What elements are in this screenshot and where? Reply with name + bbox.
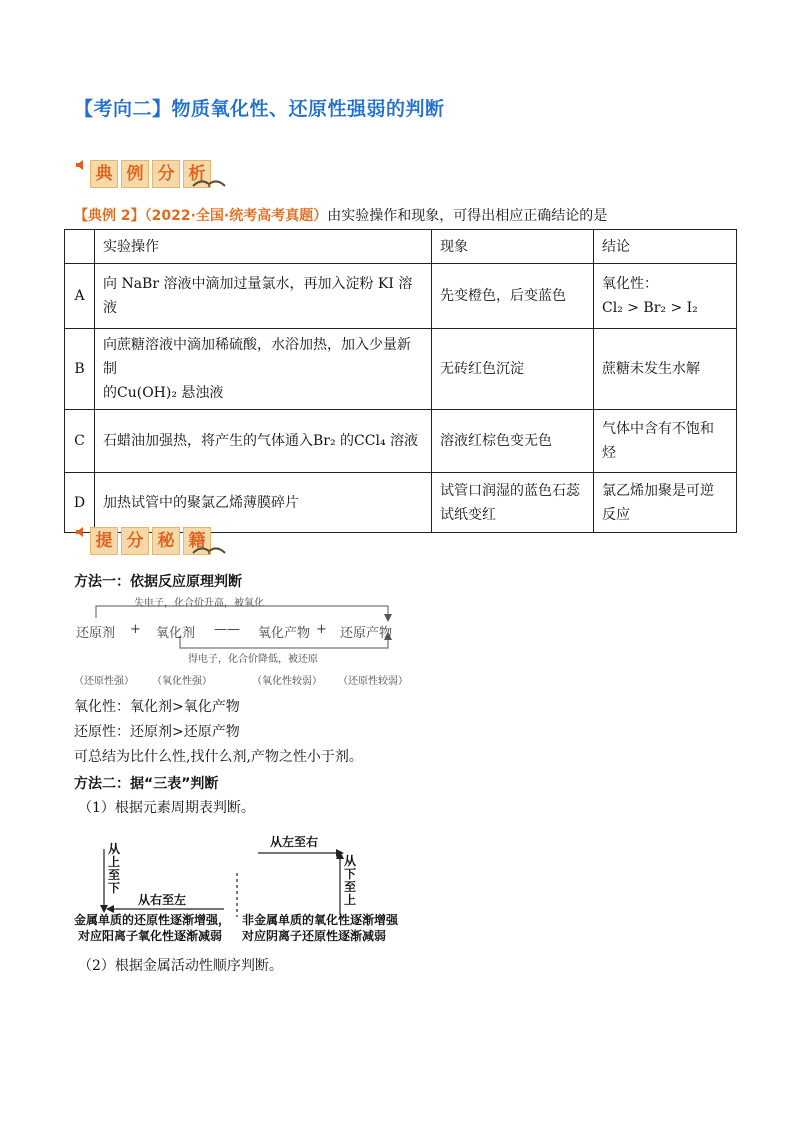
text-line: 氧化性：氧化剂>氧化产物 (74, 699, 240, 715)
row-label: A (65, 264, 95, 329)
speaker-icon (76, 160, 86, 170)
label-char: 至 (108, 868, 121, 882)
plus-sign: + (130, 622, 141, 637)
book-icon (192, 541, 226, 555)
conclusion-line: 气体中含有不饱和 (602, 421, 714, 437)
right-caption-2: 对应阴离子还原性逐渐减弱 (242, 929, 387, 943)
note-red-product: （还原性较弱） (338, 676, 408, 687)
table-cell (65, 230, 95, 264)
header-operation: 实验操作 (95, 230, 432, 264)
banner-tips (76, 523, 236, 557)
left-vertical-label (108, 843, 120, 895)
row-conclusion: 蔗糖未发生水解 (594, 329, 737, 410)
plus-sign: + (316, 622, 327, 637)
oxidant-label: 氧化剂 (156, 626, 196, 641)
row-phenomenon: 先变橙色，后变蓝色 (432, 264, 594, 329)
label-char: 从 (344, 854, 357, 868)
phenomenon-line: 试纸变红 (440, 506, 496, 523)
ox-product-label: 氧化产物 (258, 626, 311, 641)
periodic-trend-diagram (74, 825, 404, 945)
banner-char: 分 (121, 527, 149, 555)
row-phenomenon (432, 473, 594, 533)
item2-text: （2）根据金属活动性顺序判断。 (78, 958, 283, 974)
row-conclusion (594, 473, 737, 533)
row-operation (95, 329, 432, 410)
phenomenon-line: 试管口润湿的蓝色石蕊 (440, 482, 580, 499)
example-source: （2022·全国·统考高考真题） (144, 208, 328, 224)
redox-diagram (70, 592, 430, 688)
conclusion-line: 反应 (602, 506, 630, 523)
table-header-row (65, 230, 737, 264)
red-product-label: 还原产物 (340, 626, 393, 641)
row-operation: 向 NaBr 溶液中滴加过量氯水，再加入淀粉 KI 溶液 (95, 264, 432, 329)
speaker-icon (76, 527, 86, 537)
operation-line: 向蔗糖溶液中滴加稀硫酸，水浴加热，加入少量新制 (103, 337, 411, 377)
section-title: 【考向二】物质氧化性、还原性强弱的判断 (74, 98, 445, 120)
conclusion-line: 氧化性： (602, 276, 658, 292)
header-conclusion: 结论 (594, 230, 737, 264)
book-icon (192, 174, 226, 188)
banner-char: 分 (152, 160, 180, 188)
example-text: 由实验操作和现象，可得出相应正确结论的是 (327, 208, 608, 224)
method1-heading: 方法一：依据反应原理判断 (74, 574, 242, 590)
header-phenomenon: 现象 (432, 230, 594, 264)
table-row (65, 264, 737, 329)
text-line: 可总结为比什么性,找什么剂,产物之性小于剂。 (74, 749, 363, 765)
row-label: C (65, 410, 95, 473)
item1-text: （1）根据元素周期表判断。 (78, 800, 255, 816)
row-label: B (65, 329, 95, 410)
label-char: 从 (108, 842, 121, 856)
banner-char: 例 (121, 160, 149, 188)
row-conclusion (594, 410, 737, 473)
left-caption-2: 对应阳离子氧化性逐渐减弱 (78, 929, 223, 943)
row-operation: 石蜡油加强热，将产生的气体通入Br₂ 的CCl₄ 溶液 (95, 410, 432, 473)
right-caption-1: 非金属单质的氧化性逐渐增强 (242, 913, 399, 927)
table-row (65, 329, 737, 410)
left-horizontal-label: 从右至左 (138, 893, 187, 907)
row-conclusion (594, 264, 737, 329)
label-char: 下 (344, 867, 357, 881)
right-horizontal-label: 从左至右 (270, 835, 319, 849)
row-phenomenon: 无砖红色沉淀 (432, 329, 594, 410)
row-operation: 加热试管中的聚氯乙烯薄膜碎片 (95, 473, 432, 533)
equals-sign: —— (214, 622, 240, 637)
table-row (65, 410, 737, 473)
bottom-arrow-label: 得电子，化合价降低，被还原 (188, 654, 318, 665)
label-char: 上 (344, 893, 357, 907)
text-line: 还原性：还原剂>还原产物 (74, 724, 240, 740)
conclusion-line: Cl₂ > Br₂ > I₂ (602, 300, 698, 316)
reductant-label: 还原剂 (76, 626, 116, 641)
method2-heading: 方法二：据“三表”判断 (74, 776, 219, 792)
example-question (74, 205, 607, 225)
conclusion-line: 氯乙烯加聚是可逆 (602, 482, 714, 499)
banner-char: 典 (90, 160, 118, 188)
label-char: 至 (344, 880, 357, 894)
banner-example-analysis (76, 156, 236, 190)
experiment-table (64, 229, 737, 533)
banner-char: 提 (90, 527, 118, 555)
banner-char: 析 (183, 160, 211, 188)
row-label: D (65, 473, 95, 533)
label-char: 下 (108, 881, 121, 895)
conclusion-line: 烃 (602, 445, 616, 461)
top-arrow-label: 失电子，化合价升高，被氧化 (134, 598, 264, 609)
note-ox-product: （氧化性较弱） (252, 676, 322, 687)
note-oxidant: （氧化性强） (152, 676, 212, 687)
operation-line: 的Cu(OH)₂ 悬浊液 (103, 385, 224, 401)
note-reductant: （还原性强） (74, 676, 134, 687)
label-char: 上 (108, 855, 121, 869)
example-tag: 【典例 2】 (74, 208, 145, 224)
banner-char: 籍 (183, 527, 211, 555)
banner-char: 秘 (152, 527, 180, 555)
left-caption-1: 金属单质的还原性逐渐增强， (74, 913, 231, 927)
row-phenomenon: 溶液红棕色变无色 (432, 410, 594, 473)
right-vertical-label (344, 855, 356, 907)
